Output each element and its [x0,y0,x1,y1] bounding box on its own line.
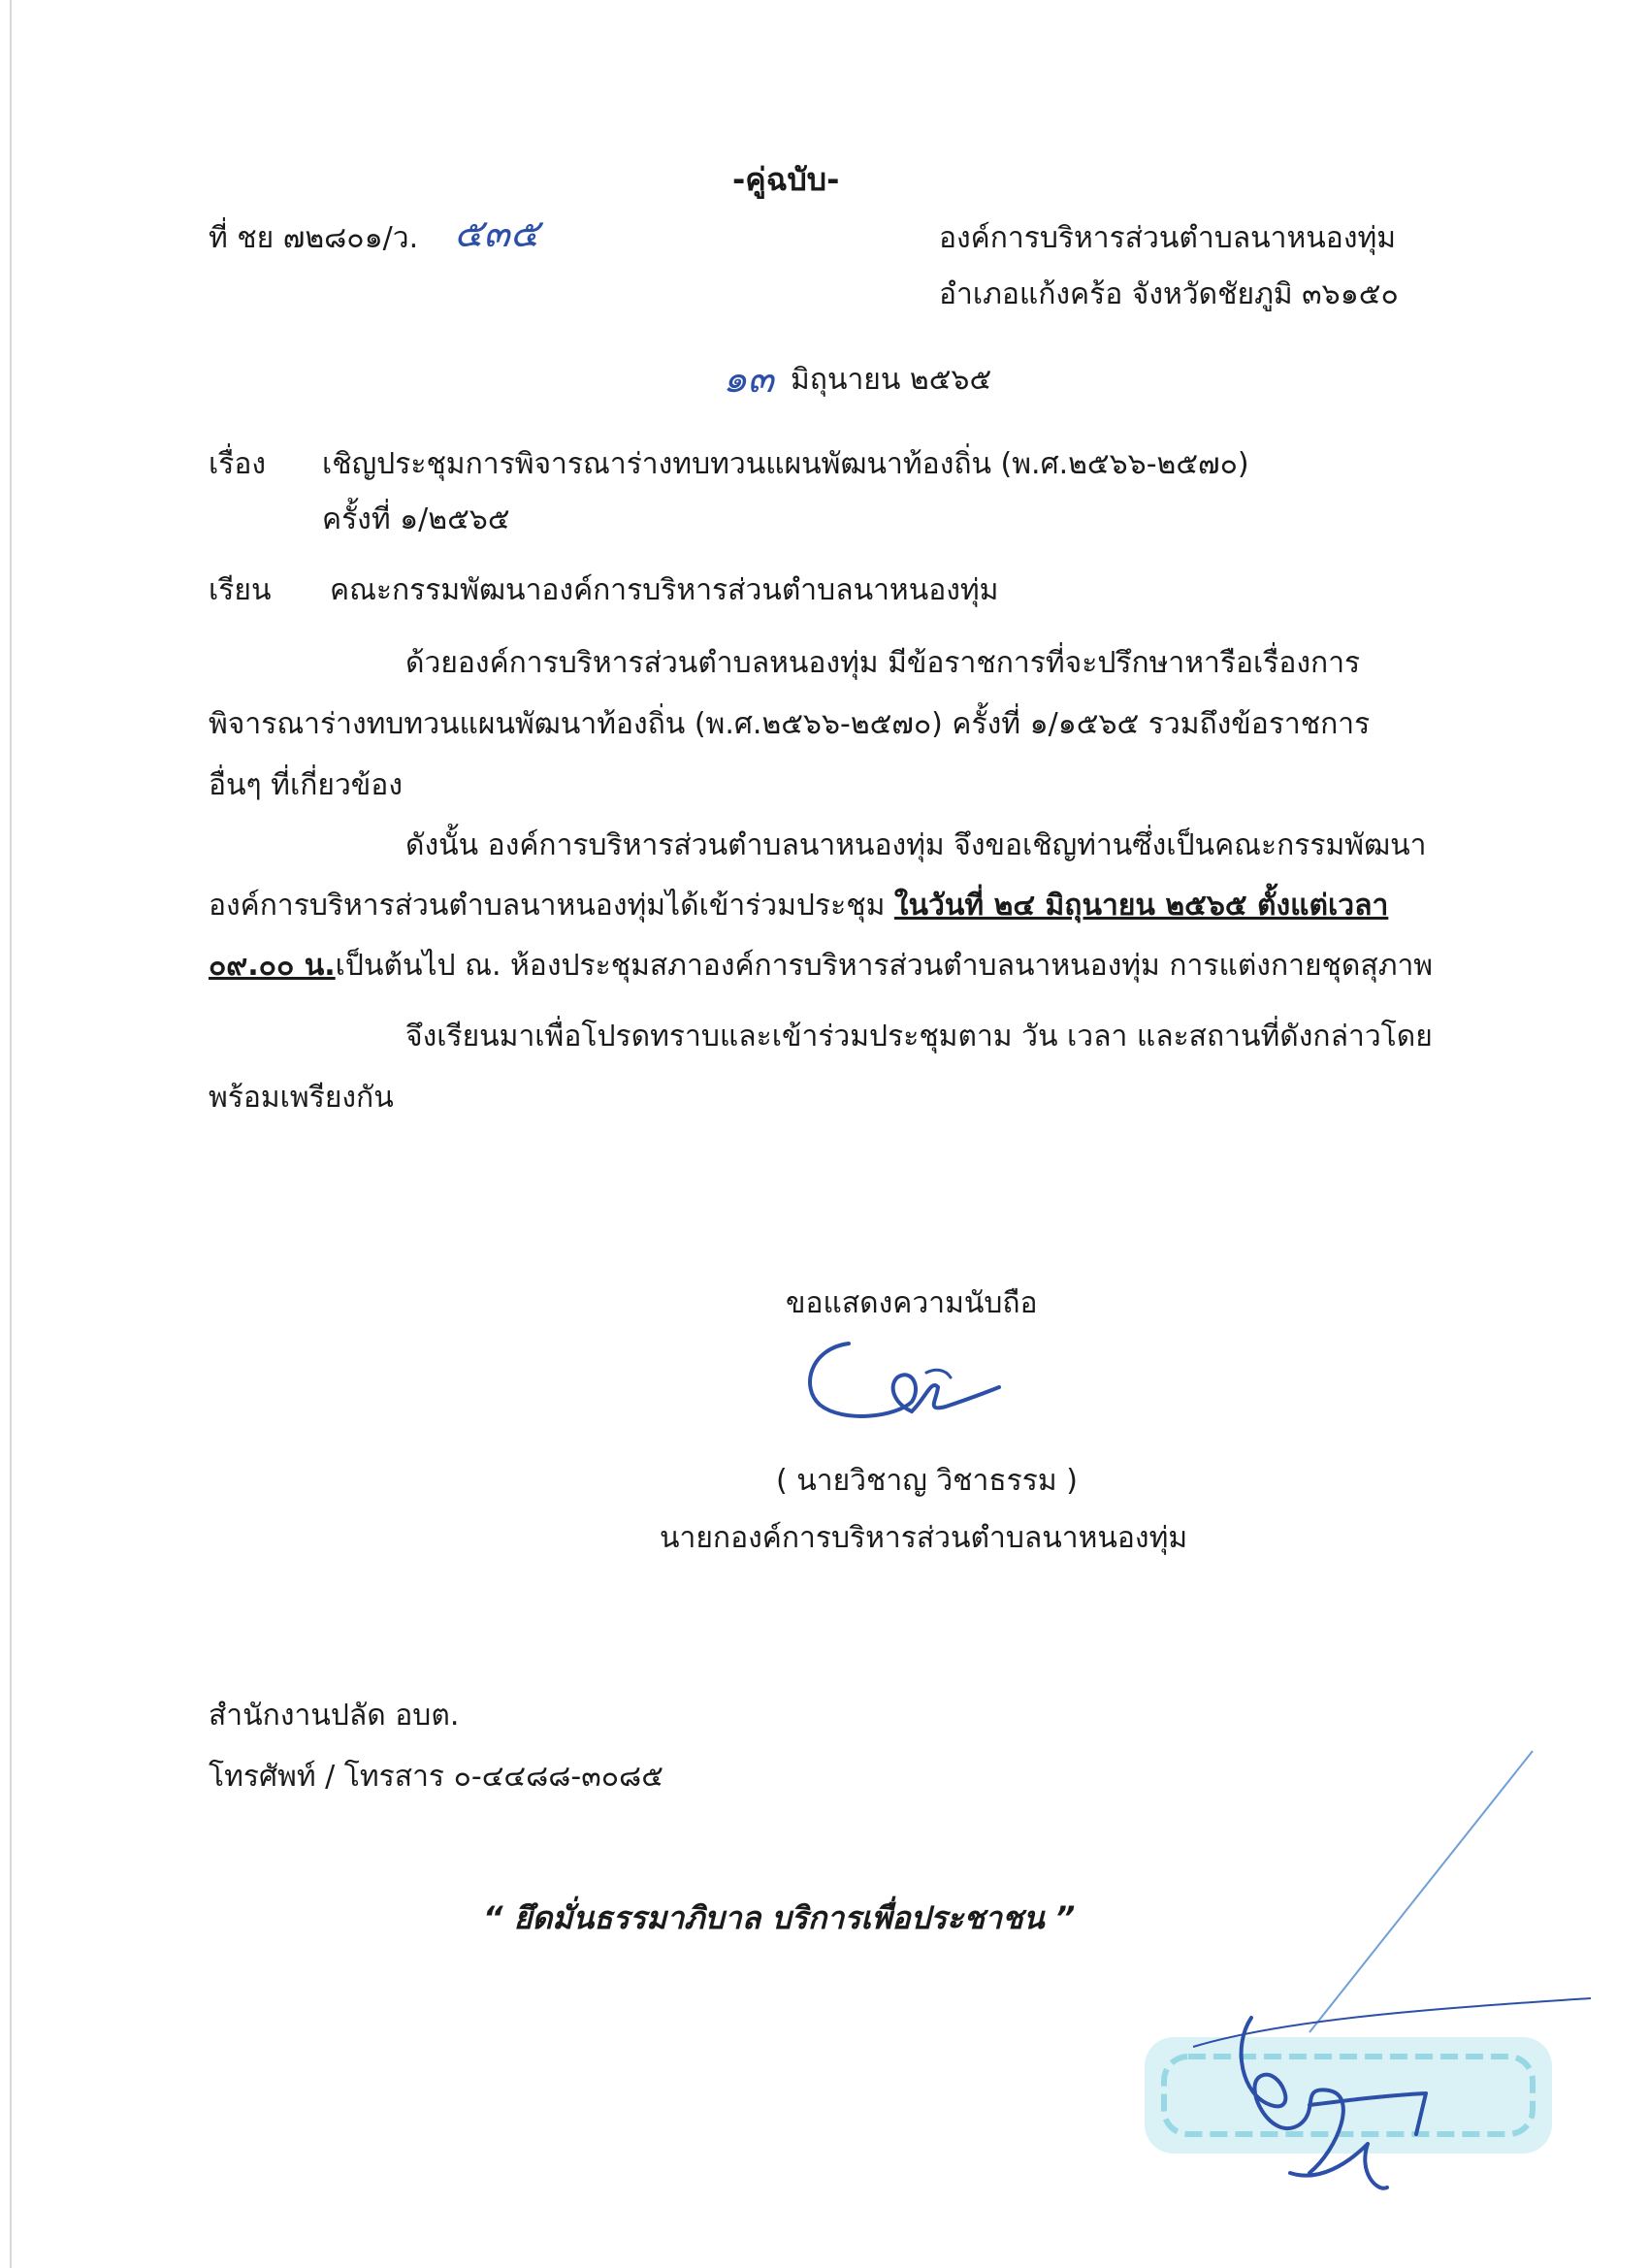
letter-date: มิถุนายน ๒๕๖๕ [791,363,992,397]
meeting-time-emphasis: ๐๙.๐๐ น. [209,949,336,983]
copy-label: -คู่ฉบับ- [732,161,840,198]
recipient-text: คณะกรรมพัฒนาองค์การบริหารส่วนตำบลนาหนองทุ่ม [330,573,999,607]
recipient-label: เรียน [209,573,272,607]
reference-number: ที่ ชย ๗๒๘๐๑/ว. [209,221,419,255]
stamp-and-initials [1135,1979,1600,2212]
signer-name: ( นายวิชาญ วิชาธรรม ) [776,1464,1078,1498]
paragraph-2-line-3 [209,943,1433,988]
signer-position: นายกองค์การบริหารส่วนตำบลนาหนองทุ่ม [660,1521,1188,1555]
org-name: องค์การบริหารส่วนตำบลนาหนองทุ่ม [939,221,1397,255]
paragraph-1-line-2: พิจารณาร่างทบทวนแผนพัฒนาท้องถิ่น (พ.ศ.๒๕๖๖-๒๕๗๐) ครั้งที่ ๑/๑๕๖๕ รวมถึงข้อราชการ [209,707,1371,741]
paragraph-2-line-2 [209,883,1388,928]
office-phone: โทรศัพท์ / โทรสาร ๐-๔๔๘๘-๓๐๘๕ [209,1760,663,1794]
paragraph-1-line-3: อื่นๆ ที่เกี่ยวข้อง [209,768,403,802]
scan-edge [10,0,12,2268]
signature-scribble [791,1319,1014,1436]
org-address: อำเภอแก้งคร้อ จังหวัดชัยภูมิ ๓๖๑๕๐ [939,277,1399,311]
subject-label: เรื่อง [209,447,267,481]
subject-line-1: เชิญประชุมการพิจารณาร่างทบทวนแผนพัฒนาท้องถิ่น (พ.ศ.๒๕๖๖-๒๕๗๐) [322,447,1249,481]
office-name: สำนักงานปลัด อบต. [209,1699,460,1733]
handwritten-date-day: ๑๓ [723,357,774,402]
subject-line-2: ครั้งที่ ๑/๒๕๖๕ [322,502,510,536]
closing-phrase: ขอแสดงความนับถือ [786,1286,1038,1320]
paragraph-2-line-1: ดังนั้น องค์การบริหารส่วนตำบลนาหนองทุ่ม จึงขอเชิญท่านซึ่งเป็นคณะกรรมพัฒนา [405,828,1427,862]
paragraph-1-line-1: ด้วยองค์การบริหารส่วนตำบลหนองทุ่ม มีข้อราชการที่จะปรึกษาหารือเรื่องการ [405,646,1361,680]
meeting-date-emphasis: ในวันที่ ๒๔ มิถุนายน ๒๕๖๕ ตั้งแต่เวลา [893,889,1389,923]
paragraph-3-line-1: จึงเรียนมาเพื่อโปรดทราบและเข้าร่วมประชุมตาม วัน เวลา และสถานที่ดังกล่าวโดย [405,1020,1433,1053]
paragraph-3-line-2: พร้อมเพรียงกัน [209,1081,394,1115]
motto: “ ยึดมั่นธรรมาภิบาล บริการเพื่อประชาชน ” [483,1899,1076,1936]
paragraph-2-line-3-text: เป็นต้นไป ณ. ห้องประชุมสภาองค์การบริหารส่วนตำบลนาหนองทุ่ม การแต่งกายชุดสุภาพ [335,949,1434,983]
handwritten-reference-number: ๕๓๕ [454,211,539,256]
paragraph-2-line-2-text: องค์การบริหารส่วนตำบลนาหนองทุ่มได้เข้าร่วมประชุม [209,889,894,923]
